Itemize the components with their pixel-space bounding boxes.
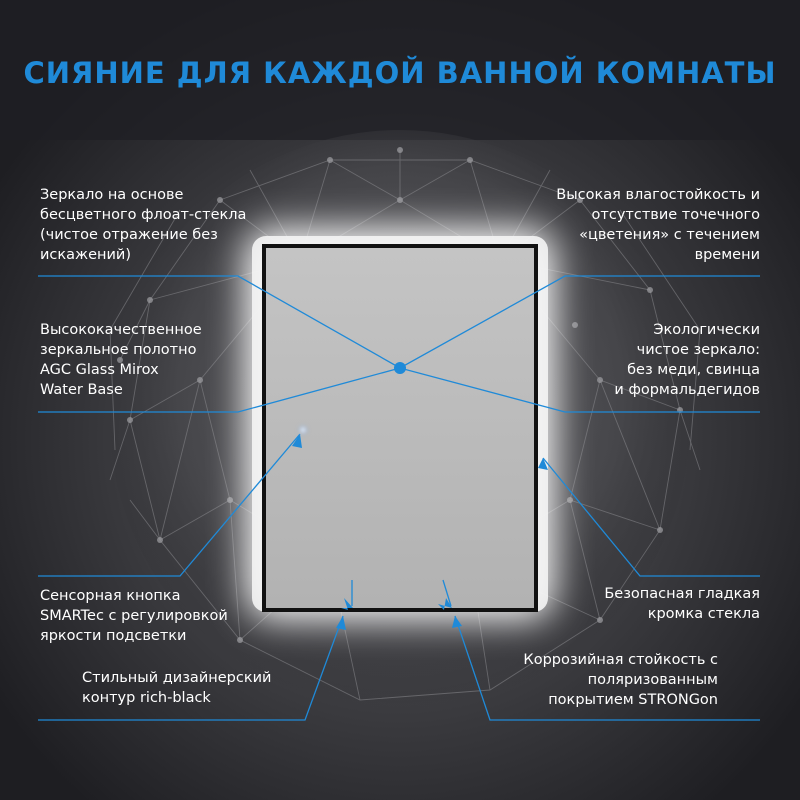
- callout-line: отсутствие точечного: [591, 207, 760, 223]
- callout-corrosion: [523, 650, 718, 710]
- callout-line: без меди, свинца: [627, 362, 760, 378]
- callout-line: Высокая влагостойкость и: [556, 187, 760, 203]
- callout-line: зеркальное полотно: [40, 342, 197, 358]
- callout-contour: [82, 668, 271, 708]
- page-title: СИЯНИЕ ДЛЯ КАЖДОЙ ВАННОЙ КОМНАТЫ: [23, 56, 777, 90]
- callout-edge: [604, 584, 760, 624]
- callout-line: искажений): [40, 247, 132, 263]
- mirror-surface: [266, 248, 534, 608]
- callout-moisture: [556, 185, 760, 265]
- callout-line: Коррозийная стойкость с: [523, 652, 718, 668]
- callout-line: Water Base: [40, 382, 123, 398]
- callout-line: покрытием STRONGon: [548, 692, 718, 708]
- callout-line: AGC Glass Mirox: [40, 362, 159, 378]
- callout-line: Экологически: [653, 322, 760, 338]
- callout-line: и формальдегидов: [614, 382, 760, 398]
- callout-agc: [40, 320, 202, 400]
- callout-line: Безопасная гладкая: [604, 586, 760, 602]
- callout-eco: [614, 320, 760, 400]
- callout-line: яркости подсветки: [40, 628, 187, 644]
- callout-line: времени: [694, 247, 760, 263]
- callout-line: Зеркало на основе: [40, 187, 184, 203]
- center-point: [394, 362, 406, 374]
- callout-sensor: [40, 586, 228, 646]
- callout-line: кромка стекла: [647, 606, 760, 622]
- callout-line: (чистое отражение без: [40, 227, 218, 243]
- callout-float-glass: [40, 185, 246, 265]
- callout-line: чистое зеркало:: [636, 342, 760, 358]
- callout-line: контур rich-black: [82, 690, 211, 706]
- sensor-button: [300, 427, 306, 433]
- callout-line: Высококачественное: [40, 322, 202, 338]
- callout-line: Сенсорная кнопка: [40, 588, 181, 604]
- callout-line: SMARTec с регулировкой: [40, 608, 228, 624]
- callout-line: поляризованным: [587, 672, 718, 688]
- callout-line: бесцветного флоат-стекла: [40, 207, 247, 223]
- callout-line: Стильный дизайнерский: [82, 670, 272, 686]
- callout-line: «цветения» с течением: [579, 227, 760, 243]
